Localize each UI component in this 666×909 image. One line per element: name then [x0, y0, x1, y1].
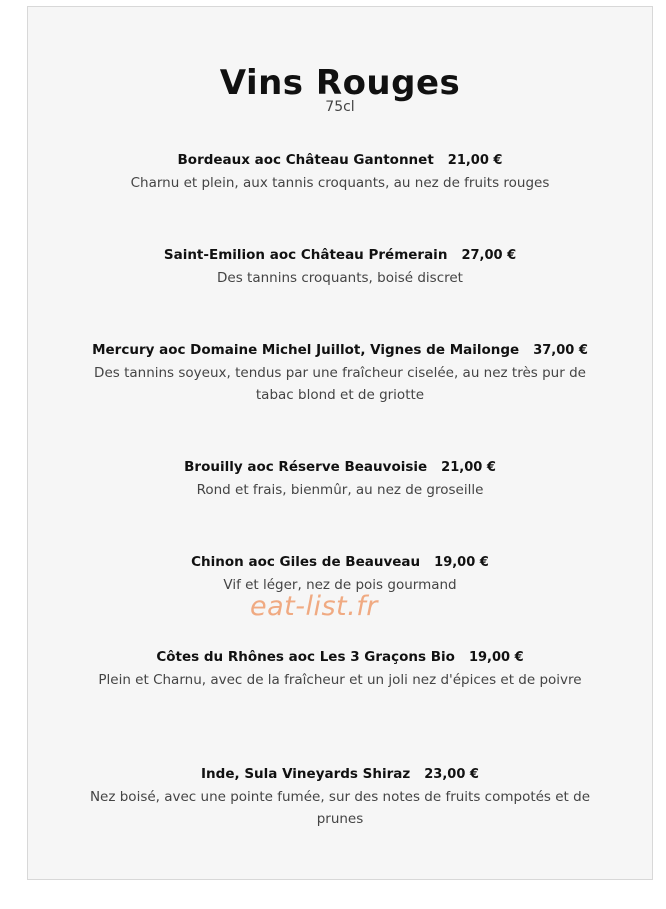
- wine-name: Inde, Sula Vineyards Shiraz: [201, 766, 411, 782]
- wine-description: Vif et léger, nez de pois gourmand: [223, 577, 457, 593]
- wine-name: Bordeaux aoc Château Gantonnet: [177, 152, 434, 168]
- wine-item: [78, 457, 602, 501]
- page-title: Vins Rouges: [219, 63, 461, 103]
- wine-item: [78, 764, 602, 830]
- wine-name: Mercury aoc Domaine Michel Juillot, Vignes de Mailonge: [92, 342, 520, 358]
- wine-item: [78, 245, 602, 289]
- wine-price: 21,00 €: [447, 153, 503, 168]
- wine-heading: [78, 150, 602, 171]
- wine-heading: [78, 764, 602, 785]
- wine-price: 19,00 €: [468, 650, 524, 665]
- wine-description: Des tannins croquants, boisé discret: [217, 270, 463, 286]
- wine-price: 27,00 €: [461, 248, 517, 263]
- wine-name: Chinon aoc Giles de Beauveau: [191, 554, 421, 570]
- wine-price: 21,00 €: [441, 460, 496, 475]
- wine-item: [78, 647, 602, 691]
- wine-heading: [78, 340, 602, 361]
- wine-description: Des tannins soyeux, tendus par une fraîcheur ciselée, au nez très pur de tabac blond et de griotte: [94, 365, 586, 403]
- wine-item: [78, 150, 602, 194]
- wine-name: Côtes du Rhônes aoc Les 3 Graçons Bio: [156, 649, 455, 665]
- wine-heading: [78, 552, 602, 573]
- wine-price: 23,00 €: [424, 767, 479, 782]
- wine-description: Rond et frais, bienmûr, au nez de groseille: [196, 482, 484, 498]
- wine-description: Nez boisé, avec une pointe fumée, sur des notes de fruits compotés et de prunes: [89, 789, 591, 827]
- page-subtitle: 75cl: [325, 99, 355, 115]
- wine-description: Charnu et plein, aux tannis croquants, au nez de fruits rouges: [130, 175, 550, 191]
- wine-heading: [78, 245, 602, 266]
- wine-price: 19,00 €: [434, 555, 489, 570]
- menu-page: [27, 6, 653, 880]
- wine-description: Plein et Charnu, avec de la fraîcheur et un joli nez d'épices et de poivre: [98, 672, 582, 688]
- wine-heading: [78, 647, 602, 668]
- wine-name: Saint-Emilion aoc Château Prémerain: [163, 247, 448, 263]
- wine-price: 37,00 €: [533, 343, 588, 358]
- wine-item: [78, 552, 602, 596]
- wine-name: Brouilly aoc Réserve Beauvoisie: [184, 459, 428, 475]
- wine-heading: [78, 457, 602, 478]
- watermark: eat-list.fr: [250, 591, 378, 622]
- wine-item: [78, 340, 602, 406]
